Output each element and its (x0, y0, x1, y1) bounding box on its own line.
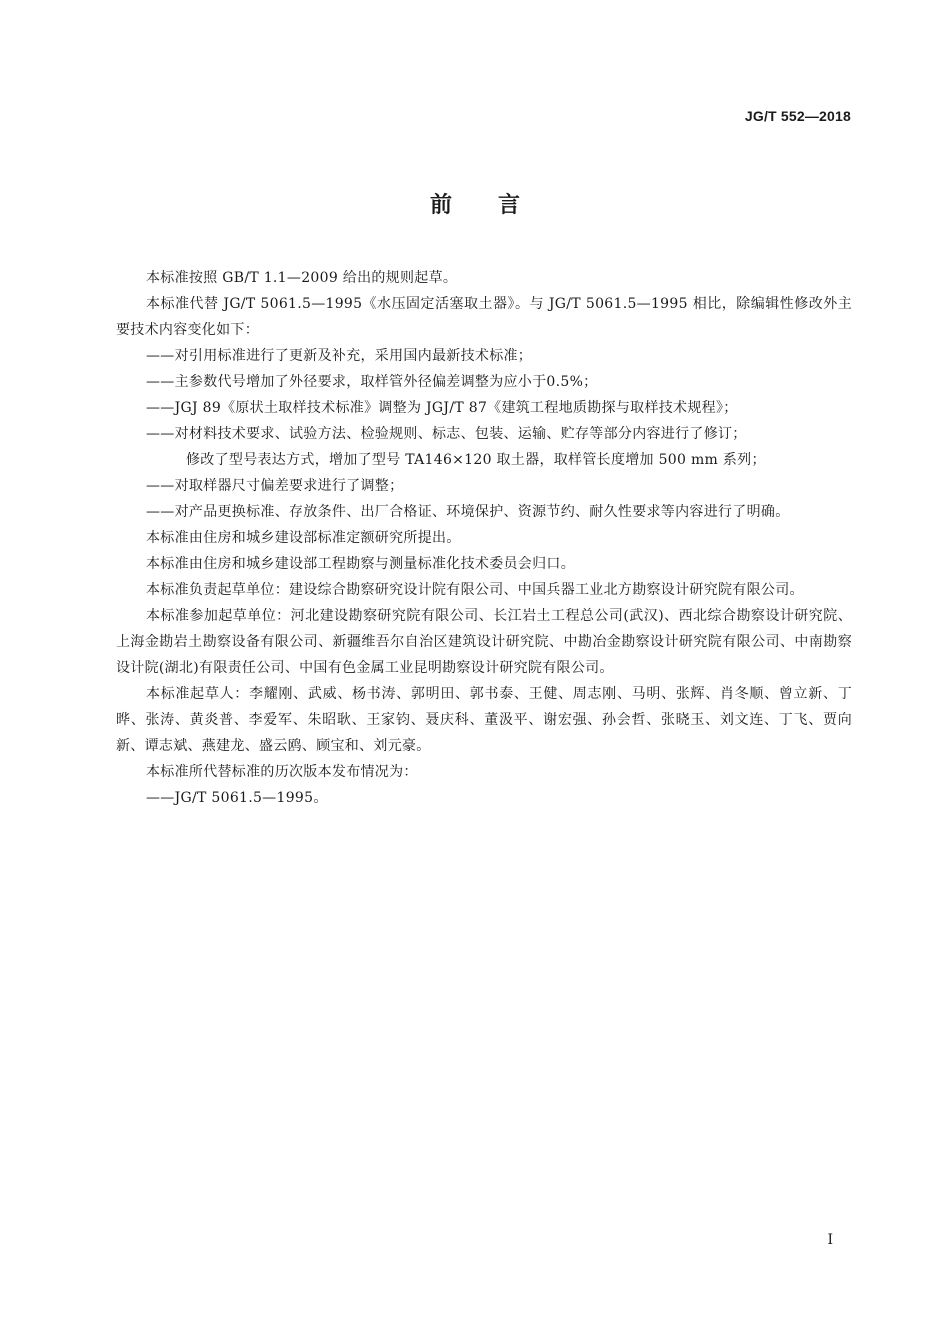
paragraph-participating-units: 本标准参加起草单位：河北建设勘察研究院有限公司、长江岩土工程总公司(武汉)、西北综合勘察设计研究院、上海金勘岩土勘察设备有限公司、新疆维吾尔自治区建筑设计研究院、中勘冶金勘察设计研究院有限公司、中南勘察设计院(湖北)有限责任公司、中国有色金属工业昆明勘察设计研究院有限公司。 (116, 608, 852, 676)
change-item: ——对产品更换标准、存放条件、出厂合格证、环境保护、资源节约、耐久性要求等内容进行了明确。 (146, 504, 790, 520)
change-item: ——对材料技术要求、试验方法、检验规则、标志、包装、运输、贮存等部分内容进行了修订； (146, 426, 747, 442)
page-number: I (827, 1232, 833, 1248)
change-item: ——对引用标准进行了更新及补充，采用国内最新技术标准； (146, 348, 533, 364)
change-item: ——JGJ 89《原状土取样技术标准》调整为 JGJ/T 87《建筑工程地质勘探与取样技术规程》； (146, 400, 738, 416)
history-item: ——JG/T 5061.5—1995。 (146, 790, 328, 806)
paragraph-replaces: 本标准代替 JG/T 5061.5—1995《水压固定活塞取土器》。与 JG/T 5061.5—1995 相比，除编辑性修改外主要技术内容变化如下： (116, 296, 852, 338)
paragraph-administered-by: 本标准由住房和城乡建设部工程勘察与测量标准化技术委员会归口。 (146, 556, 575, 572)
standard-number: JG/T 552—2018 (744, 108, 851, 124)
paragraph-proposed-by: 本标准由住房和城乡建设部标准定额研究所提出。 (146, 530, 461, 546)
paragraph-drafting-rules: 本标准按照 GB/T 1.1—2009 给出的规则起草。 (146, 270, 458, 286)
foreword-body (116, 265, 852, 811)
paragraph-drafters: 本标准起草人：李耀刚、武威、杨书涛、郭明田、郭书泰、王健、周志刚、马明、张辉、肖冬顺、曾立新、丁晔、张涛、黄炎普、李爱军、朱昭耿、王家钧、聂庆科、董汲平、谢宏强、孙会哲、张晓玉、刘文连、丁飞、贾向新、谭志斌、燕建龙、盛云鸥、顾宝和、刘元豪。 (116, 686, 852, 754)
change-item: ——主参数代号增加了外径要求，取样管外径偏差调整为应小于0.5%； (146, 374, 598, 390)
paragraph-history-intro: 本标准所代替标准的历次版本发布情况为： (146, 764, 418, 780)
paragraph-lead-drafting-units: 本标准负责起草单位：建设综合勘察研究设计院有限公司、中国兵器工业北方勘察设计研究院有限公司。 (146, 582, 804, 598)
page-title: 前言 (429, 193, 566, 218)
change-item-continued: 修改了型号表达方式，增加了型号 TA146×120 取土器，取样管长度增加 500 mm 系列； (186, 452, 766, 468)
change-item: ——对取样器尺寸偏差要求进行了调整； (146, 478, 404, 494)
